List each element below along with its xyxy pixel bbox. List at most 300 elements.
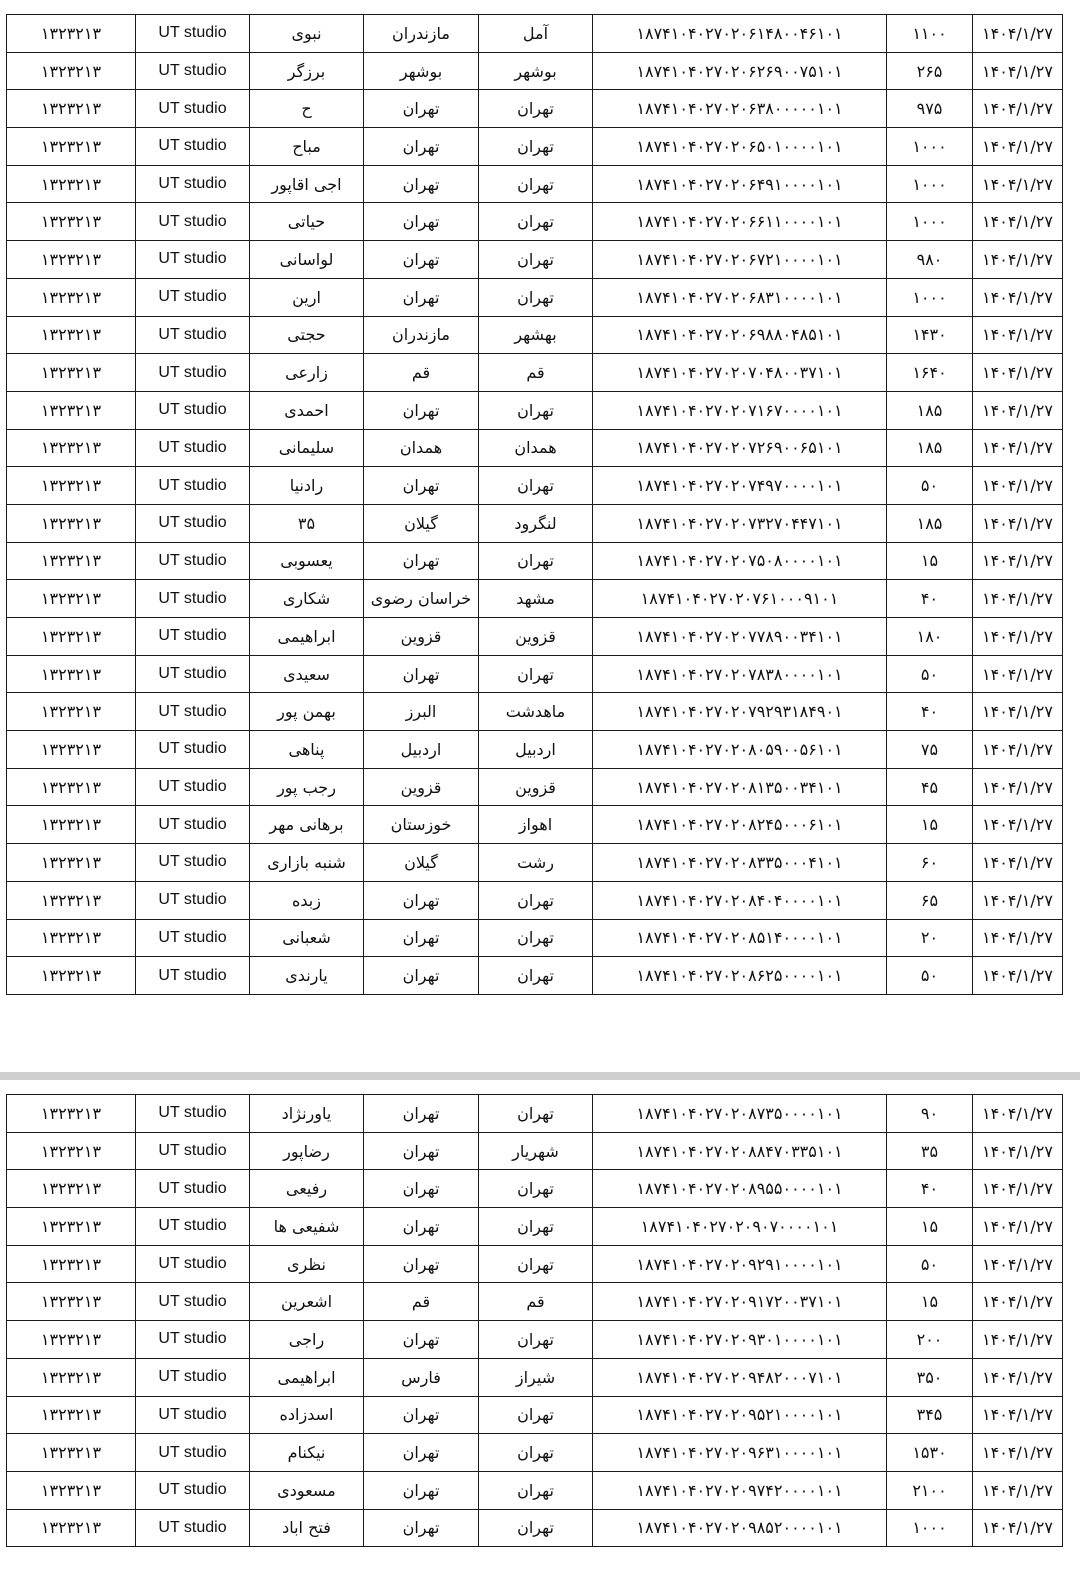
id-cell: ۱۳۲۳۲۱۳ (7, 203, 136, 241)
amount-cell: ۱۰۰۰ (887, 1509, 973, 1547)
table-row (7, 1095, 1063, 1133)
province-cell: تهران (364, 128, 479, 166)
studio-cell: UT studio (136, 1095, 250, 1133)
table-row (7, 165, 1063, 203)
code-cell: ۱۸۷۴۱۰۴۰۲۷۰۲۰۷۶۱۰۰۰۹۱۰۱ (593, 580, 887, 618)
code-cell: ۱۸۷۴۱۰۴۰۲۷۰۲۰۶۵۰۱۰۰۰۰۱۰۱ (593, 128, 887, 166)
studio-cell: UT studio (136, 1321, 250, 1359)
name-cell: یعسوبی (250, 542, 364, 580)
id-cell: ۱۳۲۳۲۱۳ (7, 354, 136, 392)
studio-cell: UT studio (136, 618, 250, 656)
date-cell: ۱۴۰۴/۱/۲۷ (973, 731, 1063, 769)
code-cell: ۱۸۷۴۱۰۴۰۲۷۰۲۰۸۳۳۵۰۰۰۴۱۰۱ (593, 844, 887, 882)
amount-cell: ۳۴۵ (887, 1396, 973, 1434)
studio-cell: UT studio (136, 1471, 250, 1509)
studio-cell: UT studio (136, 1245, 250, 1283)
name-cell: شعبانی (250, 919, 364, 957)
name-cell: اجی اقاپور (250, 165, 364, 203)
date-cell: ۱۴۰۴/۱/۲۷ (973, 580, 1063, 618)
name-cell: شفیعی ها (250, 1208, 364, 1246)
name-cell: مسعودی (250, 1471, 364, 1509)
table-row (7, 504, 1063, 542)
amount-cell: ۱۸۰ (887, 618, 973, 656)
studio-cell: UT studio (136, 1396, 250, 1434)
table-row (7, 1170, 1063, 1208)
province-cell: مازندران (364, 316, 479, 354)
date-cell: ۱۴۰۴/۱/۲۷ (973, 806, 1063, 844)
province-cell: خوزستان (364, 806, 479, 844)
amount-cell: ۵۰ (887, 655, 973, 693)
name-cell: نظری (250, 1245, 364, 1283)
date-cell: ۱۴۰۴/۱/۲۷ (973, 316, 1063, 354)
id-cell: ۱۳۲۳۲۱۳ (7, 844, 136, 882)
name-cell: فتح اباد (250, 1509, 364, 1547)
amount-cell: ۱۵ (887, 1208, 973, 1246)
name-cell: حجتی (250, 316, 364, 354)
table-row (7, 316, 1063, 354)
table-row (7, 881, 1063, 919)
date-cell: ۱۴۰۴/۱/۲۷ (973, 655, 1063, 693)
table-row (7, 655, 1063, 693)
date-cell: ۱۴۰۴/۱/۲۷ (973, 1208, 1063, 1246)
name-cell: لواسانی (250, 241, 364, 279)
province-cell: تهران (364, 919, 479, 957)
studio-cell: UT studio (136, 52, 250, 90)
city-cell: لنگرود (479, 504, 593, 542)
name-cell: ح (250, 90, 364, 128)
code-cell: ۱۸۷۴۱۰۴۰۲۷۰۲۰۸۷۳۵۰۰۰۰۱۰۱ (593, 1095, 887, 1133)
province-cell: خراسان رضوی (364, 580, 479, 618)
city-cell: قزوین (479, 618, 593, 656)
province-cell: تهران (364, 1208, 479, 1246)
id-cell: ۱۳۲۳۲۱۳ (7, 618, 136, 656)
id-cell: ۱۳۲۳۲۱۳ (7, 278, 136, 316)
code-cell: ۱۸۷۴۱۰۴۰۲۷۰۲۰۹۳۰۱۰۰۰۰۱۰۱ (593, 1321, 887, 1359)
table-row (7, 542, 1063, 580)
name-cell: یارندی (250, 957, 364, 995)
code-cell: ۱۸۷۴۱۰۴۰۲۷۰۲۰۸۵۱۴۰۰۰۰۱۰۱ (593, 919, 887, 957)
studio-cell: UT studio (136, 429, 250, 467)
amount-cell: ۱۸۵ (887, 429, 973, 467)
province-cell: تهران (364, 203, 479, 241)
province-cell: همدان (364, 429, 479, 467)
name-cell: یاورنژاد (250, 1095, 364, 1133)
studio-cell: UT studio (136, 693, 250, 731)
studio-cell: UT studio (136, 1208, 250, 1246)
id-cell: ۱۳۲۳۲۱۳ (7, 806, 136, 844)
id-cell: ۱۳۲۳۲۱۳ (7, 128, 136, 166)
table-row (7, 52, 1063, 90)
city-cell: تهران (479, 957, 593, 995)
table-row (7, 467, 1063, 505)
table-row (7, 1358, 1063, 1396)
date-cell: ۱۴۰۴/۱/۲۷ (973, 15, 1063, 53)
city-cell: اردبیل (479, 731, 593, 769)
studio-cell: UT studio (136, 203, 250, 241)
name-cell: ابراهیمی (250, 618, 364, 656)
code-cell: ۱۸۷۴۱۰۴۰۲۷۰۲۰۹۴۸۲۰۰۰۷۱۰۱ (593, 1358, 887, 1396)
amount-cell: ۹۸۰ (887, 241, 973, 279)
studio-cell: UT studio (136, 316, 250, 354)
date-cell: ۱۴۰۴/۱/۲۷ (973, 881, 1063, 919)
city-cell: تهران (479, 90, 593, 128)
city-cell: شهریار (479, 1132, 593, 1170)
studio-cell: UT studio (136, 467, 250, 505)
amount-cell: ۴۰ (887, 693, 973, 731)
studio-cell: UT studio (136, 1283, 250, 1321)
province-cell: گیلان (364, 844, 479, 882)
code-cell: ۱۸۷۴۱۰۴۰۲۷۰۲۰۹۱۷۲۰۰۳۷۱۰۱ (593, 1283, 887, 1321)
table-row (7, 580, 1063, 618)
table-row (7, 1321, 1063, 1359)
id-cell: ۱۳۲۳۲۱۳ (7, 1321, 136, 1359)
table-row (7, 618, 1063, 656)
date-cell: ۱۴۰۴/۱/۲۷ (973, 1358, 1063, 1396)
city-cell: اهواز (479, 806, 593, 844)
amount-cell: ۱۴۳۰ (887, 316, 973, 354)
amount-cell: ۶۵ (887, 881, 973, 919)
code-cell: ۱۸۷۴۱۰۴۰۲۷۰۲۰۷۰۴۸۰۰۳۷۱۰۱ (593, 354, 887, 392)
table-row (7, 1434, 1063, 1472)
studio-cell: UT studio (136, 655, 250, 693)
code-cell: ۱۸۷۴۱۰۴۰۲۷۰۲۰۶۸۳۱۰۰۰۰۱۰۱ (593, 278, 887, 316)
province-cell: تهران (364, 1170, 479, 1208)
code-cell: ۱۸۷۴۱۰۴۰۲۷۰۲۰۶۲۶۹۰۰۷۵۱۰۱ (593, 52, 887, 90)
province-cell: تهران (364, 165, 479, 203)
name-cell: ۳۵ (250, 504, 364, 542)
province-cell: تهران (364, 655, 479, 693)
city-cell: آمل (479, 15, 593, 53)
code-cell: ۱۸۷۴۱۰۴۰۲۷۰۲۰۶۴۹۱۰۰۰۰۱۰۱ (593, 165, 887, 203)
table-row (7, 1132, 1063, 1170)
studio-cell: UT studio (136, 504, 250, 542)
studio-cell: UT studio (136, 919, 250, 957)
name-cell: رجب پور (250, 768, 364, 806)
city-cell: تهران (479, 241, 593, 279)
city-cell: تهران (479, 1471, 593, 1509)
code-cell: ۱۸۷۴۱۰۴۰۲۷۰۲۰۸۸۴۷۰۳۳۵۱۰۱ (593, 1132, 887, 1170)
id-cell: ۱۳۲۳۲۱۳ (7, 241, 136, 279)
table-row (7, 203, 1063, 241)
studio-cell: UT studio (136, 278, 250, 316)
amount-cell: ۱۵۳۰ (887, 1434, 973, 1472)
date-cell: ۱۴۰۴/۱/۲۷ (973, 391, 1063, 429)
section-divider (0, 1072, 1080, 1080)
amount-cell: ۵۰ (887, 1245, 973, 1283)
name-cell: مباح (250, 128, 364, 166)
amount-cell: ۵۰ (887, 467, 973, 505)
id-cell: ۱۳۲۳۲۱۳ (7, 316, 136, 354)
city-cell: مشهد (479, 580, 593, 618)
amount-cell: ۱۱۰۰ (887, 15, 973, 53)
province-cell: تهران (364, 278, 479, 316)
records-table-bottom-body (7, 1095, 1063, 1547)
studio-cell: UT studio (136, 731, 250, 769)
city-cell: تهران (479, 1170, 593, 1208)
studio-cell: UT studio (136, 768, 250, 806)
table-row (7, 354, 1063, 392)
code-cell: ۱۸۷۴۱۰۴۰۲۷۰۲۰۷۹۲۹۳۱۸۴۹۰۱ (593, 693, 887, 731)
code-cell: ۱۸۷۴۱۰۴۰۲۷۰۲۰۶۱۴۸۰۰۴۶۱۰۱ (593, 15, 887, 53)
records-table-bottom (6, 1094, 1063, 1547)
amount-cell: ۱۵ (887, 1283, 973, 1321)
code-cell: ۱۸۷۴۱۰۴۰۲۷۰۲۰۸۲۴۵۰۰۰۶۱۰۱ (593, 806, 887, 844)
code-cell: ۱۸۷۴۱۰۴۰۲۷۰۲۰۸۶۲۵۰۰۰۰۱۰۱ (593, 957, 887, 995)
id-cell: ۱۳۲۳۲۱۳ (7, 881, 136, 919)
table-row (7, 1396, 1063, 1434)
province-cell: اردبیل (364, 731, 479, 769)
id-cell: ۱۳۲۳۲۱۳ (7, 1245, 136, 1283)
name-cell: رادنیا (250, 467, 364, 505)
date-cell: ۱۴۰۴/۱/۲۷ (973, 128, 1063, 166)
table-row (7, 844, 1063, 882)
city-cell: ماهدشت (479, 693, 593, 731)
studio-cell: UT studio (136, 542, 250, 580)
city-cell: بهشهر (479, 316, 593, 354)
studio-cell: UT studio (136, 241, 250, 279)
table-row (7, 1471, 1063, 1509)
amount-cell: ۳۵۰ (887, 1358, 973, 1396)
id-cell: ۱۳۲۳۲۱۳ (7, 542, 136, 580)
id-cell: ۱۳۲۳۲۱۳ (7, 919, 136, 957)
amount-cell: ۱۰۰۰ (887, 165, 973, 203)
date-cell: ۱۴۰۴/۱/۲۷ (973, 1283, 1063, 1321)
name-cell: ابراهیمی (250, 1358, 364, 1396)
date-cell: ۱۴۰۴/۱/۲۷ (973, 1132, 1063, 1170)
city-cell: تهران (479, 278, 593, 316)
id-cell: ۱۳۲۳۲۱۳ (7, 504, 136, 542)
name-cell: نیکنام (250, 1434, 364, 1472)
studio-cell: UT studio (136, 128, 250, 166)
name-cell: اشعرین (250, 1283, 364, 1321)
table-row (7, 90, 1063, 128)
table-row (7, 391, 1063, 429)
city-cell: همدان (479, 429, 593, 467)
amount-cell: ۷۵ (887, 731, 973, 769)
amount-cell: ۳۵ (887, 1132, 973, 1170)
studio-cell: UT studio (136, 1170, 250, 1208)
id-cell: ۱۳۲۳۲۱۳ (7, 1095, 136, 1133)
amount-cell: ۶۰ (887, 844, 973, 882)
date-cell: ۱۴۰۴/۱/۲۷ (973, 52, 1063, 90)
studio-cell: UT studio (136, 391, 250, 429)
code-cell: ۱۸۷۴۱۰۴۰۲۷۰۲۰۹۰۷۰۰۰۰۱۰۱ (593, 1208, 887, 1246)
amount-cell: ۱۶۴۰ (887, 354, 973, 392)
date-cell: ۱۴۰۴/۱/۲۷ (973, 919, 1063, 957)
amount-cell: ۱۸۵ (887, 504, 973, 542)
city-cell: تهران (479, 1095, 593, 1133)
table-row (7, 241, 1063, 279)
code-cell: ۱۸۷۴۱۰۴۰۲۷۰۲۰۸۹۵۵۰۰۰۰۱۰۱ (593, 1170, 887, 1208)
city-cell: تهران (479, 391, 593, 429)
records-table-top-body (7, 15, 1063, 995)
amount-cell: ۲۰ (887, 919, 973, 957)
province-cell: البرز (364, 693, 479, 731)
date-cell: ۱۴۰۴/۱/۲۷ (973, 1471, 1063, 1509)
id-cell: ۱۳۲۳۲۱۳ (7, 957, 136, 995)
city-cell: بوشهر (479, 52, 593, 90)
name-cell: احمدی (250, 391, 364, 429)
city-cell: تهران (479, 1321, 593, 1359)
date-cell: ۱۴۰۴/۱/۲۷ (973, 203, 1063, 241)
city-cell: قم (479, 354, 593, 392)
id-cell: ۱۳۲۳۲۱۳ (7, 693, 136, 731)
province-cell: تهران (364, 1434, 479, 1472)
date-cell: ۱۴۰۴/۱/۲۷ (973, 957, 1063, 995)
id-cell: ۱۳۲۳۲۱۳ (7, 52, 136, 90)
code-cell: ۱۸۷۴۱۰۴۰۲۷۰۲۰۷۳۲۷۰۴۴۷۱۰۱ (593, 504, 887, 542)
amount-cell: ۱۰۰۰ (887, 128, 973, 166)
code-cell: ۱۸۷۴۱۰۴۰۲۷۰۲۰۹۷۴۲۰۰۰۰۱۰۱ (593, 1471, 887, 1509)
amount-cell: ۹۰ (887, 1095, 973, 1133)
id-cell: ۱۳۲۳۲۱۳ (7, 1471, 136, 1509)
province-cell: تهران (364, 1471, 479, 1509)
amount-cell: ۲۶۵ (887, 52, 973, 90)
amount-cell: ۱۸۵ (887, 391, 973, 429)
city-cell: تهران (479, 1245, 593, 1283)
id-cell: ۱۳۲۳۲۱۳ (7, 1170, 136, 1208)
amount-cell: ۹۷۵ (887, 90, 973, 128)
city-cell: رشت (479, 844, 593, 882)
studio-cell: UT studio (136, 1358, 250, 1396)
name-cell: شکاری (250, 580, 364, 618)
code-cell: ۱۸۷۴۱۰۴۰۲۷۰۲۰۹۵۲۱۰۰۰۰۱۰۱ (593, 1396, 887, 1434)
amount-cell: ۴۰ (887, 580, 973, 618)
province-cell: تهران (364, 1245, 479, 1283)
studio-cell: UT studio (136, 15, 250, 53)
date-cell: ۱۴۰۴/۱/۲۷ (973, 354, 1063, 392)
date-cell: ۱۴۰۴/۱/۲۷ (973, 618, 1063, 656)
date-cell: ۱۴۰۴/۱/۲۷ (973, 1434, 1063, 1472)
province-cell: تهران (364, 881, 479, 919)
date-cell: ۱۴۰۴/۱/۲۷ (973, 542, 1063, 580)
code-cell: ۱۸۷۴۱۰۴۰۲۷۰۲۰۷۸۳۸۰۰۰۰۱۰۱ (593, 655, 887, 693)
studio-cell: UT studio (136, 90, 250, 128)
name-cell: سلیمانی (250, 429, 364, 467)
city-cell: تهران (479, 1434, 593, 1472)
id-cell: ۱۳۲۳۲۱۳ (7, 429, 136, 467)
id-cell: ۱۳۲۳۲۱۳ (7, 768, 136, 806)
table-row (7, 957, 1063, 995)
amount-cell: ۲۱۰۰ (887, 1471, 973, 1509)
id-cell: ۱۳۲۳۲۱۳ (7, 1396, 136, 1434)
city-cell: تهران (479, 165, 593, 203)
studio-cell: UT studio (136, 881, 250, 919)
studio-cell: UT studio (136, 1132, 250, 1170)
amount-cell: ۱۵ (887, 542, 973, 580)
province-cell: گیلان (364, 504, 479, 542)
studio-cell: UT studio (136, 1509, 250, 1547)
studio-cell: UT studio (136, 844, 250, 882)
code-cell: ۱۸۷۴۱۰۴۰۲۷۰۲۰۸۰۵۹۰۰۵۶۱۰۱ (593, 731, 887, 769)
id-cell: ۱۳۲۳۲۱۳ (7, 1208, 136, 1246)
city-cell: تهران (479, 919, 593, 957)
table-row (7, 278, 1063, 316)
code-cell: ۱۸۷۴۱۰۴۰۲۷۰۲۰۹۸۵۲۰۰۰۰۱۰۱ (593, 1509, 887, 1547)
table-row (7, 693, 1063, 731)
name-cell: راجی (250, 1321, 364, 1359)
records-table-top (6, 14, 1063, 995)
city-cell: تهران (479, 1509, 593, 1547)
city-cell: تهران (479, 1208, 593, 1246)
id-cell: ۱۳۲۳۲۱۳ (7, 1358, 136, 1396)
id-cell: ۱۳۲۳۲۱۳ (7, 391, 136, 429)
date-cell: ۱۴۰۴/۱/۲۷ (973, 504, 1063, 542)
province-cell: تهران (364, 467, 479, 505)
code-cell: ۱۸۷۴۱۰۴۰۲۷۰۲۰۸۴۰۴۰۰۰۰۱۰۱ (593, 881, 887, 919)
date-cell: ۱۴۰۴/۱/۲۷ (973, 429, 1063, 467)
province-cell: تهران (364, 90, 479, 128)
amount-cell: ۲۰۰ (887, 1321, 973, 1359)
amount-cell: ۴۵ (887, 768, 973, 806)
name-cell: برهانی مهر (250, 806, 364, 844)
city-cell: تهران (479, 542, 593, 580)
table-row (7, 1509, 1063, 1547)
id-cell: ۱۳۲۳۲۱۳ (7, 1132, 136, 1170)
province-cell: تهران (364, 542, 479, 580)
province-cell: تهران (364, 1321, 479, 1359)
id-cell: ۱۳۲۳۲۱۳ (7, 467, 136, 505)
city-cell: قزوین (479, 768, 593, 806)
code-cell: ۱۸۷۴۱۰۴۰۲۷۰۲۰۷۱۶۷۰۰۰۰۱۰۱ (593, 391, 887, 429)
name-cell: شنبه بازاری (250, 844, 364, 882)
table-row (7, 15, 1063, 53)
id-cell: ۱۳۲۳۲۱۳ (7, 1434, 136, 1472)
name-cell: سعیدی (250, 655, 364, 693)
province-cell: تهران (364, 1396, 479, 1434)
code-cell: ۱۸۷۴۱۰۴۰۲۷۰۲۰۶۳۸۰۰۰۰۰۱۰۱ (593, 90, 887, 128)
studio-cell: UT studio (136, 957, 250, 995)
table-row (7, 128, 1063, 166)
code-cell: ۱۸۷۴۱۰۴۰۲۷۰۲۰۷۵۰۸۰۰۰۰۱۰۱ (593, 542, 887, 580)
code-cell: ۱۸۷۴۱۰۴۰۲۷۰۲۰۹۲۹۱۰۰۰۰۱۰۱ (593, 1245, 887, 1283)
name-cell: زارعی (250, 354, 364, 392)
studio-cell: UT studio (136, 1434, 250, 1472)
table-row (7, 731, 1063, 769)
table-row (7, 429, 1063, 467)
date-cell: ۱۴۰۴/۱/۲۷ (973, 1396, 1063, 1434)
date-cell: ۱۴۰۴/۱/۲۷ (973, 241, 1063, 279)
province-cell: قم (364, 354, 479, 392)
province-cell: فارس (364, 1358, 479, 1396)
code-cell: ۱۸۷۴۱۰۴۰۲۷۰۲۰۸۱۳۵۰۰۳۴۱۰۱ (593, 768, 887, 806)
province-cell: تهران (364, 957, 479, 995)
date-cell: ۱۴۰۴/۱/۲۷ (973, 693, 1063, 731)
id-cell: ۱۳۲۳۲۱۳ (7, 90, 136, 128)
city-cell: تهران (479, 881, 593, 919)
name-cell: ارین (250, 278, 364, 316)
name-cell: زبده (250, 881, 364, 919)
table-row (7, 806, 1063, 844)
city-cell: شیراز (479, 1358, 593, 1396)
studio-cell: UT studio (136, 580, 250, 618)
id-cell: ۱۳۲۳۲۱۳ (7, 731, 136, 769)
date-cell: ۱۴۰۴/۱/۲۷ (973, 278, 1063, 316)
code-cell: ۱۸۷۴۱۰۴۰۲۷۰۲۰۷۴۹۷۰۰۰۰۱۰۱ (593, 467, 887, 505)
amount-cell: ۱۵ (887, 806, 973, 844)
id-cell: ۱۳۲۳۲۱۳ (7, 580, 136, 618)
name-cell: برزگر (250, 52, 364, 90)
code-cell: ۱۸۷۴۱۰۴۰۲۷۰۲۰۶۶۱۱۰۰۰۰۱۰۱ (593, 203, 887, 241)
city-cell: تهران (479, 203, 593, 241)
city-cell: تهران (479, 467, 593, 505)
id-cell: ۱۳۲۳۲۱۳ (7, 655, 136, 693)
table-row (7, 768, 1063, 806)
date-cell: ۱۴۰۴/۱/۲۷ (973, 90, 1063, 128)
province-cell: قم (364, 1283, 479, 1321)
amount-cell: ۵۰ (887, 957, 973, 995)
code-cell: ۱۸۷۴۱۰۴۰۲۷۰۲۰۷۲۶۹۰۰۶۵۱۰۱ (593, 429, 887, 467)
